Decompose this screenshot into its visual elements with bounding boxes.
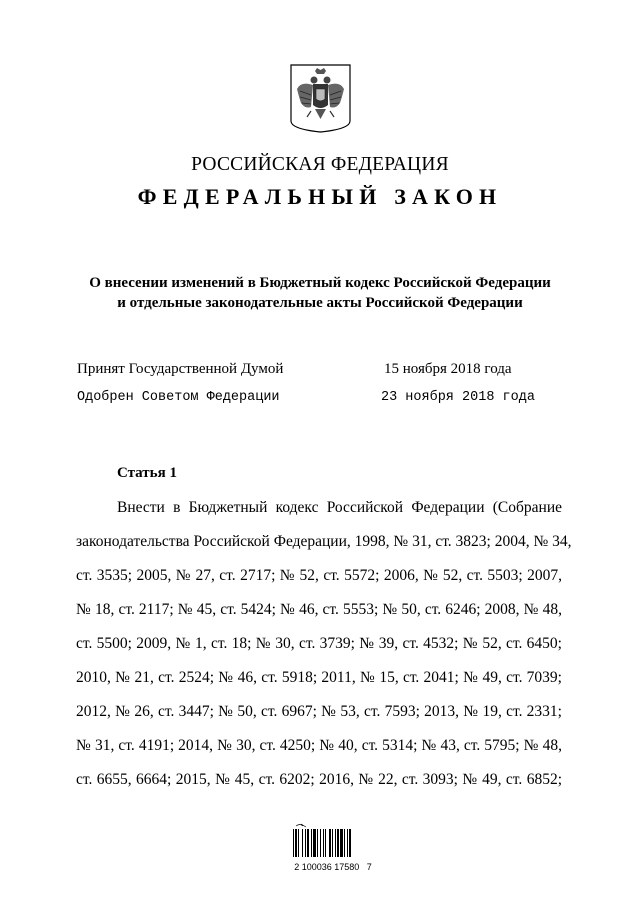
- article-line: законодательства Российской Федерации, 1998, № 31, ст. 3823; 2004, № 34,: [76, 533, 572, 550]
- coat-of-arms-icon: [289, 63, 352, 134]
- council-approval-date: 23 ноября 2018 года: [381, 390, 535, 405]
- article-line: № 31, ст. 4191; 2014, № 30, ст. 4250; № 40, ст. 5314; № 43, ст. 5795; № 48,: [76, 737, 562, 754]
- article-line: ст. 6655, 6664; 2015, № 45, ст. 6202; 2016, № 22, ст. 3093; № 49, ст. 6852;: [76, 771, 562, 788]
- article-line: 2012, № 26, ст. 3447; № 50, ст. 6967; № 53, ст. 7593; 2013, № 19, ст. 2331;: [76, 703, 562, 720]
- article-line: Внести в Бюджетный кодекс Российской Федерации (Собрание: [117, 499, 562, 516]
- council-approval-label: Одобрен Советом Федерации: [77, 390, 280, 405]
- article-line: ст. 5500; 2009, № 1, ст. 18; № 30, ст. 3739; № 39, ст. 4532; № 52, ст. 6450;: [76, 635, 562, 652]
- article-line: ст. 3535; 2005, № 27, ст. 2717; № 52, ст. 5572; 2006, № 52, ст. 5503; 2007,: [76, 567, 562, 584]
- law-subject-line: и отдельные законодательные акты Российской Федерации: [117, 295, 523, 311]
- duma-adoption-label: Принят Государственной Думой: [77, 361, 284, 377]
- article-body: [76, 496, 572, 802]
- barcode-icon: [292, 823, 374, 857]
- barcode-number: 2 100036 17580 7: [294, 862, 372, 872]
- article-heading: Статья 1: [117, 465, 177, 481]
- document-type-title: ФЕДЕРАЛЬНЫЙ ЗАКОН: [137, 184, 503, 209]
- country-name: РОССИЙСКАЯ ФЕДЕРАЦИЯ: [191, 154, 449, 175]
- duma-adoption-date: 15 ноября 2018 года: [384, 361, 512, 377]
- article-line: № 18, ст. 2117; № 45, ст. 5424; № 46, ст. 5553; № 50, ст. 6246; 2008, № 48,: [76, 601, 562, 618]
- law-subject: [0, 273, 640, 313]
- law-subject-line: О внесении изменений в Бюджетный кодекс Российской Федерации: [89, 275, 551, 291]
- article-line: 2010, № 21, ст. 2524; № 46, ст. 5918; 2011, № 15, ст. 2041; № 49, ст. 7039;: [76, 669, 562, 686]
